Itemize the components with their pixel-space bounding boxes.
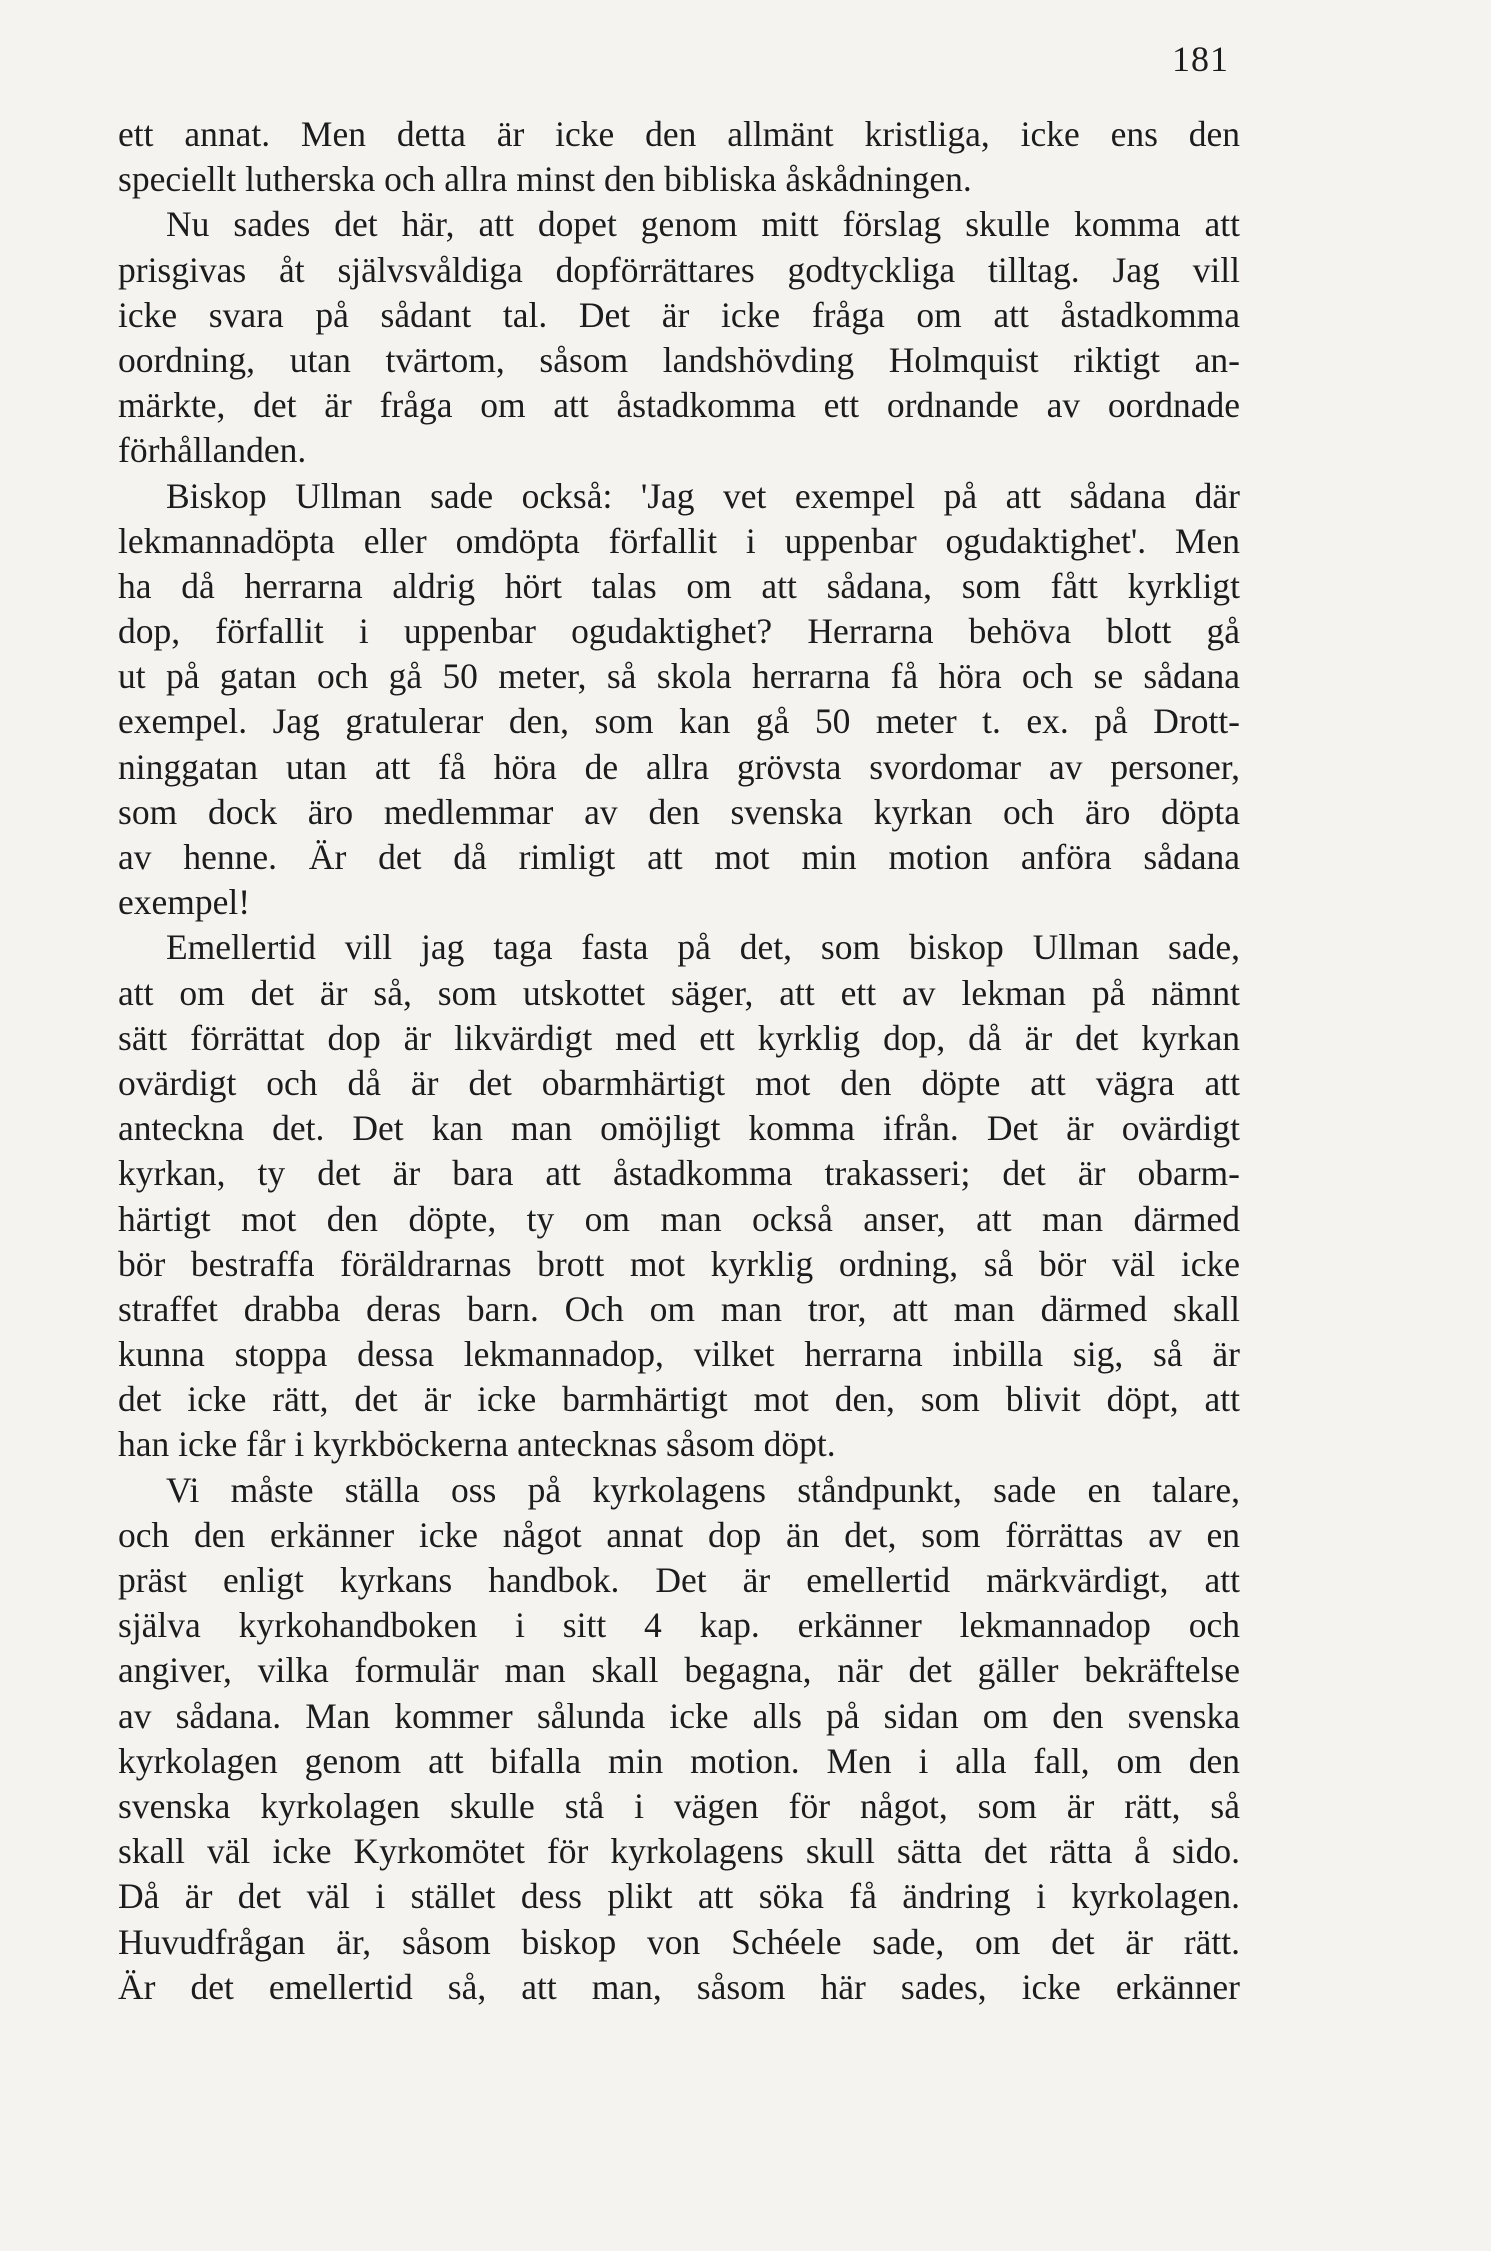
text-line: Emellertid vill jag taga fasta på det, som biskop Ullman sade,: [166, 927, 1240, 968]
text-line: Nu sades det här, att dopet genom mitt förslag skulle komma att: [166, 204, 1240, 245]
text-line: dop, förfallit i uppenbar ogudaktighet? Herrarna behöva blott gå: [118, 611, 1240, 652]
text-line: märkte, det är fråga om att åstadkomma ett ordnande av oordnade: [118, 385, 1240, 426]
text-line: som dock äro medlemmar av den svenska kyrkan och äro döpta: [118, 791, 1240, 832]
text-line: förhållanden.: [118, 430, 307, 471]
text-line: Huvudfrågan är, såsom biskop von Schéele sade, om det är rätt.: [118, 1921, 1240, 1962]
text-line: ha då herrarna aldrig hört talas om att sådana, som fått kyrkligt: [118, 565, 1240, 606]
text-line: bör bestraffa föräldrarnas brott mot kyrklig ordning, så bör väl icke: [118, 1243, 1240, 1284]
text-line: icke svara på sådant tal. Det är icke fråga om att åstadkomma: [118, 294, 1240, 335]
text-line: själva kyrkohandboken i sitt 4 kap. erkänner lekmannadop och: [118, 1605, 1240, 1646]
text-line: sätt förrättat dop är likvärdigt med ett kyrklig dop, då är det kyrkan: [118, 1017, 1240, 1058]
text-line: anteckna det. Det kan man omöjligt komma ifrån. Det är ovärdigt: [118, 1108, 1240, 1149]
text-line: ovärdigt och då är det obarmhärtigt mot den döpte att vägra att: [118, 1062, 1240, 1103]
text-line: skall väl icke Kyrkomötet för kyrkolagens skull sätta det rätta å sido.: [118, 1831, 1240, 1872]
text-line: av henne. Är det då rimligt att mot min motion anföra sådana: [118, 837, 1240, 877]
text-line: kunna stoppa dessa lekmannadop, vilket herrarna inbilla sig, så är: [118, 1334, 1240, 1375]
text-line: oordning, utan tvärtom, såsom landshövding Holmquist riktigt an-: [118, 339, 1240, 380]
text-line: angiver, vilka formulär man skall begagna, när det gäller bekräftelse: [118, 1650, 1240, 1691]
text-line: kyrkan, ty det är bara att åstadkomma trakasseri; det är obarm-: [118, 1153, 1240, 1194]
text-line: Är det emellertid så, att man, såsom här sades, icke erkänner: [118, 1966, 1240, 2007]
body-text: [118, 112, 1240, 2010]
text-line: Då är det väl i stället dess plikt att söka få ändring i kyrkolagen.: [118, 1876, 1240, 1917]
page-number: 181: [1172, 39, 1229, 79]
text-line: ut på gatan och gå 50 meter, så skola herrarna få höra och se sådana: [118, 656, 1240, 697]
text-line: ninggatan utan att få höra de allra grövsta svordomar av personer,: [118, 746, 1240, 787]
text-line: kyrkolagen genom att bifalla min motion. Men i alla fall, om den: [118, 1740, 1240, 1781]
text-line: att om det är så, som utskottet säger, att ett av lekman på nämnt: [118, 972, 1240, 1013]
text-line: Vi måste ställa oss på kyrkolagens ståndpunkt, sade en talare,: [166, 1469, 1240, 1510]
text-line: lekmannadöpta eller omdöpta förfallit i uppenbar ogudaktighet'. Men: [118, 520, 1240, 561]
text-line: svenska kyrkolagen skulle stå i vägen för något, som är rätt, så: [118, 1785, 1240, 1826]
text-line: härtigt mot den döpte, ty om man också anser, att man därmed: [118, 1198, 1240, 1239]
text-line: Biskop Ullman sade också: 'Jag vet exempel på att sådana där: [166, 475, 1240, 516]
text-line: straffet drabba deras barn. Och om man tror, att man därmed skall: [118, 1288, 1240, 1329]
text-line: och den erkänner icke något annat dop än det, som förrättas av en: [118, 1514, 1240, 1555]
text-line: exempel!: [118, 882, 251, 923]
text-line: präst enligt kyrkans handbok. Det är emellertid märkvärdigt, att: [118, 1560, 1240, 1600]
text-line: det icke rätt, det är icke barmhärtigt mot den, som blivit döpt, att: [118, 1379, 1240, 1420]
text-line: prisgivas åt självsvåldiga dopförrättares godtyckliga tilltag. Jag vill: [118, 249, 1240, 290]
text-line: ett annat. Men detta är icke den allmänt kristliga, icke ens den: [118, 114, 1240, 154]
text-line: han icke får i kyrkböckerna antecknas såsom döpt.: [118, 1424, 836, 1465]
text-line: av sådana. Man kommer sålunda icke alls på sidan om den svenska: [118, 1695, 1240, 1736]
text-line: exempel. Jag gratulerar den, som kan gå 50 meter t. ex. på Drott-: [118, 701, 1240, 742]
text-line: speciellt lutherska och allra minst den bibliska åskådningen.: [118, 159, 972, 200]
